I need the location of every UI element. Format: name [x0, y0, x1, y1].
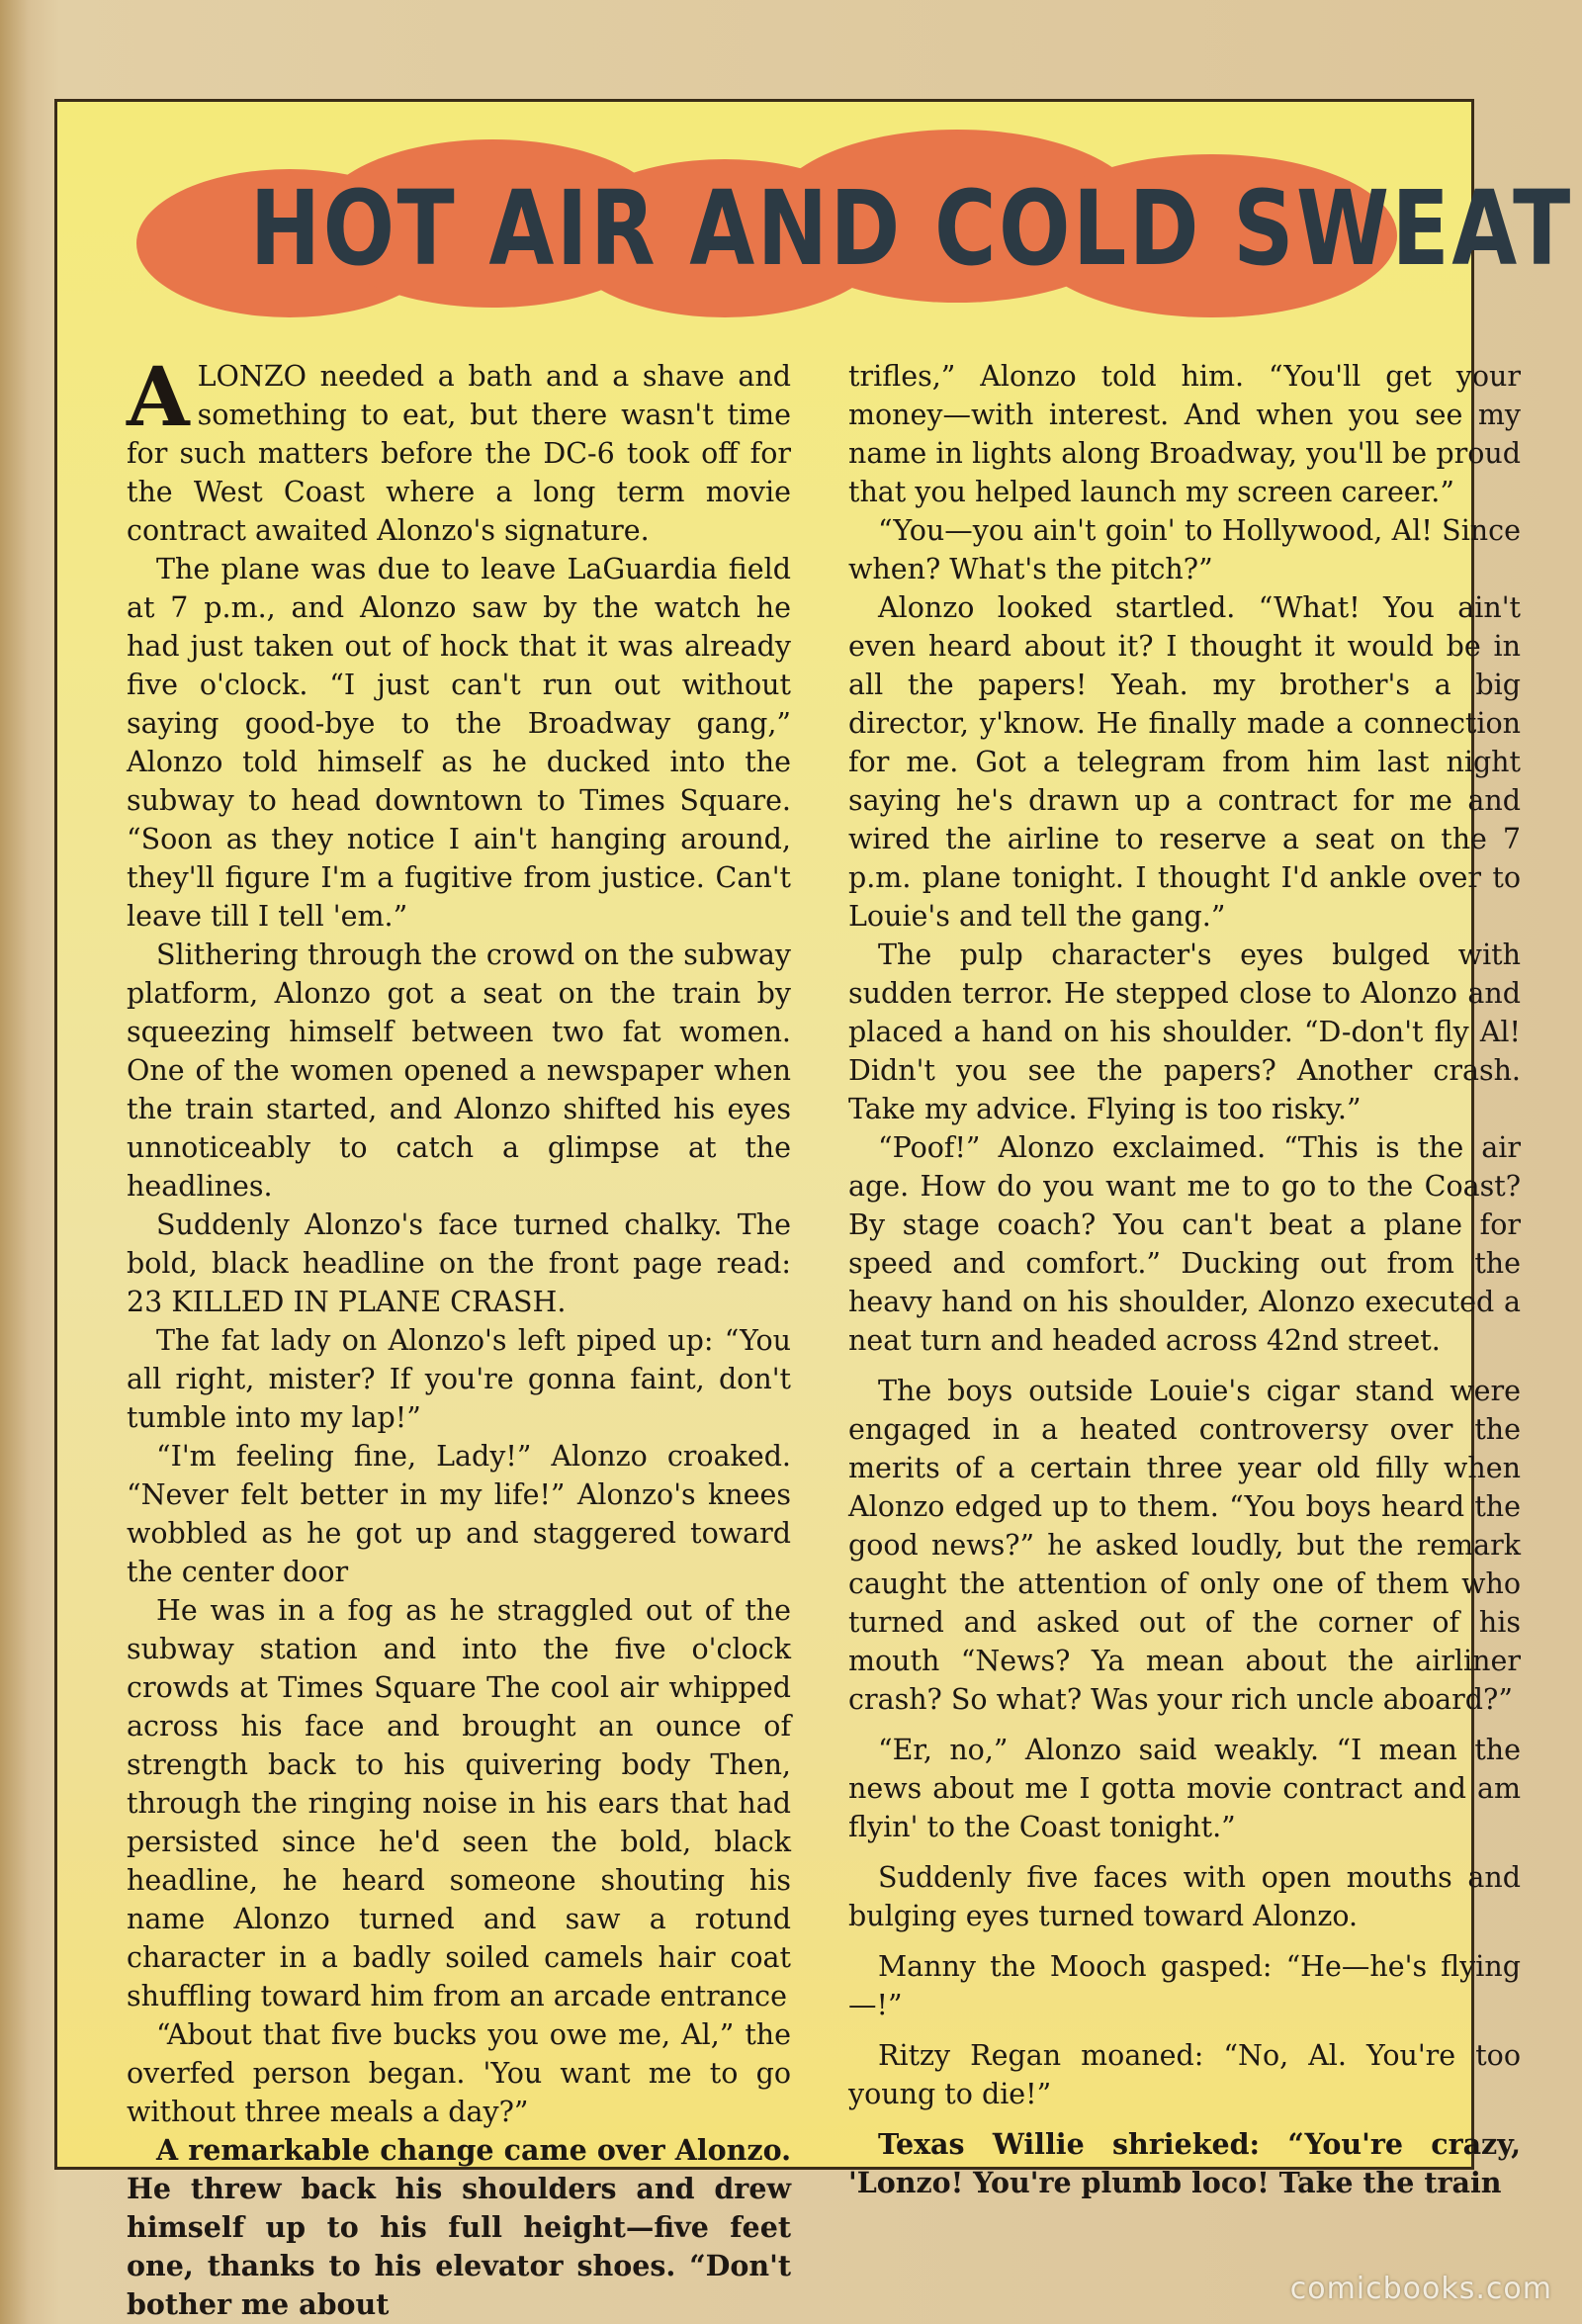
paragraph: “Poof!” Alonzo exclaimed. “This is the air age. How do you want me to go to the Coast? By stage coach? You can't beat a plane for speed and comfort.” Ducking out from the heavy hand on his shoulder, Alonzo executed a neat turn and headed across 42nd street.	[848, 1131, 1521, 1357]
paragraph: A remarkable change came over Alonzo. He threw back his shoulders and drew himself up to his full height—five feet one, thanks to his elevator shoes. “Don't bother me about	[127, 2133, 791, 2321]
paragraph: He was in a fog as he straggled out of the subway station and into the five o'clock crowds at Times Square The cool air whipped across his face and brought an ounce of strength back to his quivering body Then, through the ringing noise in his ears that had persisted since he'd seen the bold, black headline, he heard someone shouting his name Alonzo turned and saw a rotund character in a badly soiled camels hair coat shuffling toward him from an arcade entrance	[127, 1594, 791, 2012]
paragraph: Slithering through the crowd on the subway platform, Alonzo got a seat on the train by squeezing himself between two fat women. One of the women opened a newspaper when the train started, and Alonzo shifted his eyes unnoticeably to catch a glimpse at the headlines.	[127, 939, 791, 1203]
paragraph: “Er, no,” Alonzo said weakly. “I mean the news about me I gotta movie contract and am flyin' to the Coast tonight.”	[848, 1734, 1521, 1843]
paragraph: Alonzo looked startled. “What! You ain't even heard about it? I thought it would be in all the papers! Yeah. my brother's a big director, y'know. He finally made a connection for me. Got a telegram from him last night saying he's drawn up a contract for me and wired the airline to reserve a seat on the 7 p.m. plane tonight. I thought I'd ankle over to Louie's and tell the gang.”	[848, 591, 1521, 933]
paragraph: The boys outside Louie's cigar stand were engaged in a heated controversy over the merits of a certain three year old filly when Alonzo edged up to them. “You boys heard the good news?” he asked loudly, but the remark caught the attention of only one of them who turned and asked out of the corner of his mouth “News? Ya mean about the airliner crash? So what? Was your rich uncle aboard?”	[848, 1375, 1521, 1716]
paragraph: “You—you ain't goin' to Hollywood, Al! Since when? What's the pitch?”	[848, 514, 1521, 585]
paragraph: The pulp character's eyes bulged with sudden terror. He stepped close to Alonzo and placed a hand on his shoulder. “D-don't fly Al! Didn't you see the papers? Another crash. Take my advice. Flying is too risky.”	[848, 939, 1521, 1125]
drop-cap: A	[127, 350, 190, 445]
story-title: HOT AIR AND COLD SWEAT	[249, 168, 1573, 289]
title-banner	[136, 130, 1573, 317]
watermark: comicbooks.com	[1289, 2272, 1552, 2306]
paragraph: Suddenly Alonzo's face turned chalky. The bold, black headline on the front page read: 23 KILLED IN PLANE CRASH.	[127, 1208, 791, 1318]
left-column	[127, 350, 791, 2324]
paragraph: “About that five bucks you owe me, Al,” the overfed person began. 'You want me to go without three meals a day?”	[127, 2018, 791, 2128]
paragraph: Texas Willie shrieked: “You're crazy, 'Lonzo! You're plumb loco! Take the train	[848, 2127, 1521, 2199]
paragraph: The fat lady on Alonzo's left piped up: “You all right, mister? If you're gonna faint, don't tumble into my lap!”	[127, 1324, 791, 1434]
paragraph: trifles,” Alonzo told him. “You'll get your money—with interest. And when you see my name in lights along Broadway, you'll be proud that you helped launch my screen career.”	[848, 360, 1521, 508]
right-column	[848, 357, 1521, 2202]
paragraph: Manny the Mooch gasped: “He—he's flying—!”	[848, 1950, 1521, 2021]
paragraph: Suddenly five faces with open mouths and bulging eyes turned toward Alonzo.	[848, 1861, 1521, 1932]
paragraph: The plane was due to leave LaGuardia field at 7 p.m., and Alonzo saw by the watch he had just taken out of hock that it was already five o'clock. “I just can't run out without saying good-bye to the Broadway gang,” Alonzo told himself as he ducked into the subway to head downtown to Times Square. “Soon as they notice I ain't hanging around, they'll figure I'm a fugitive from justice. Can't leave till I tell 'em.”	[127, 553, 791, 933]
paragraph: “I'm feeling fine, Lady!” Alonzo croaked. “Never felt better in my life!” Alonzo's knees wobbled as he got up and staggered toward the center door	[127, 1440, 791, 1588]
paragraph: ALONZO needed a bath and a shave and something to eat, but there wasn't time for such matters before the DC-6 took off for the West Coast where a long term movie contract awaited Alonzo's signature.	[127, 350, 791, 547]
paragraph: Ritzy Regan moaned: “No, Al. You're too young to die!”	[848, 2039, 1521, 2110]
